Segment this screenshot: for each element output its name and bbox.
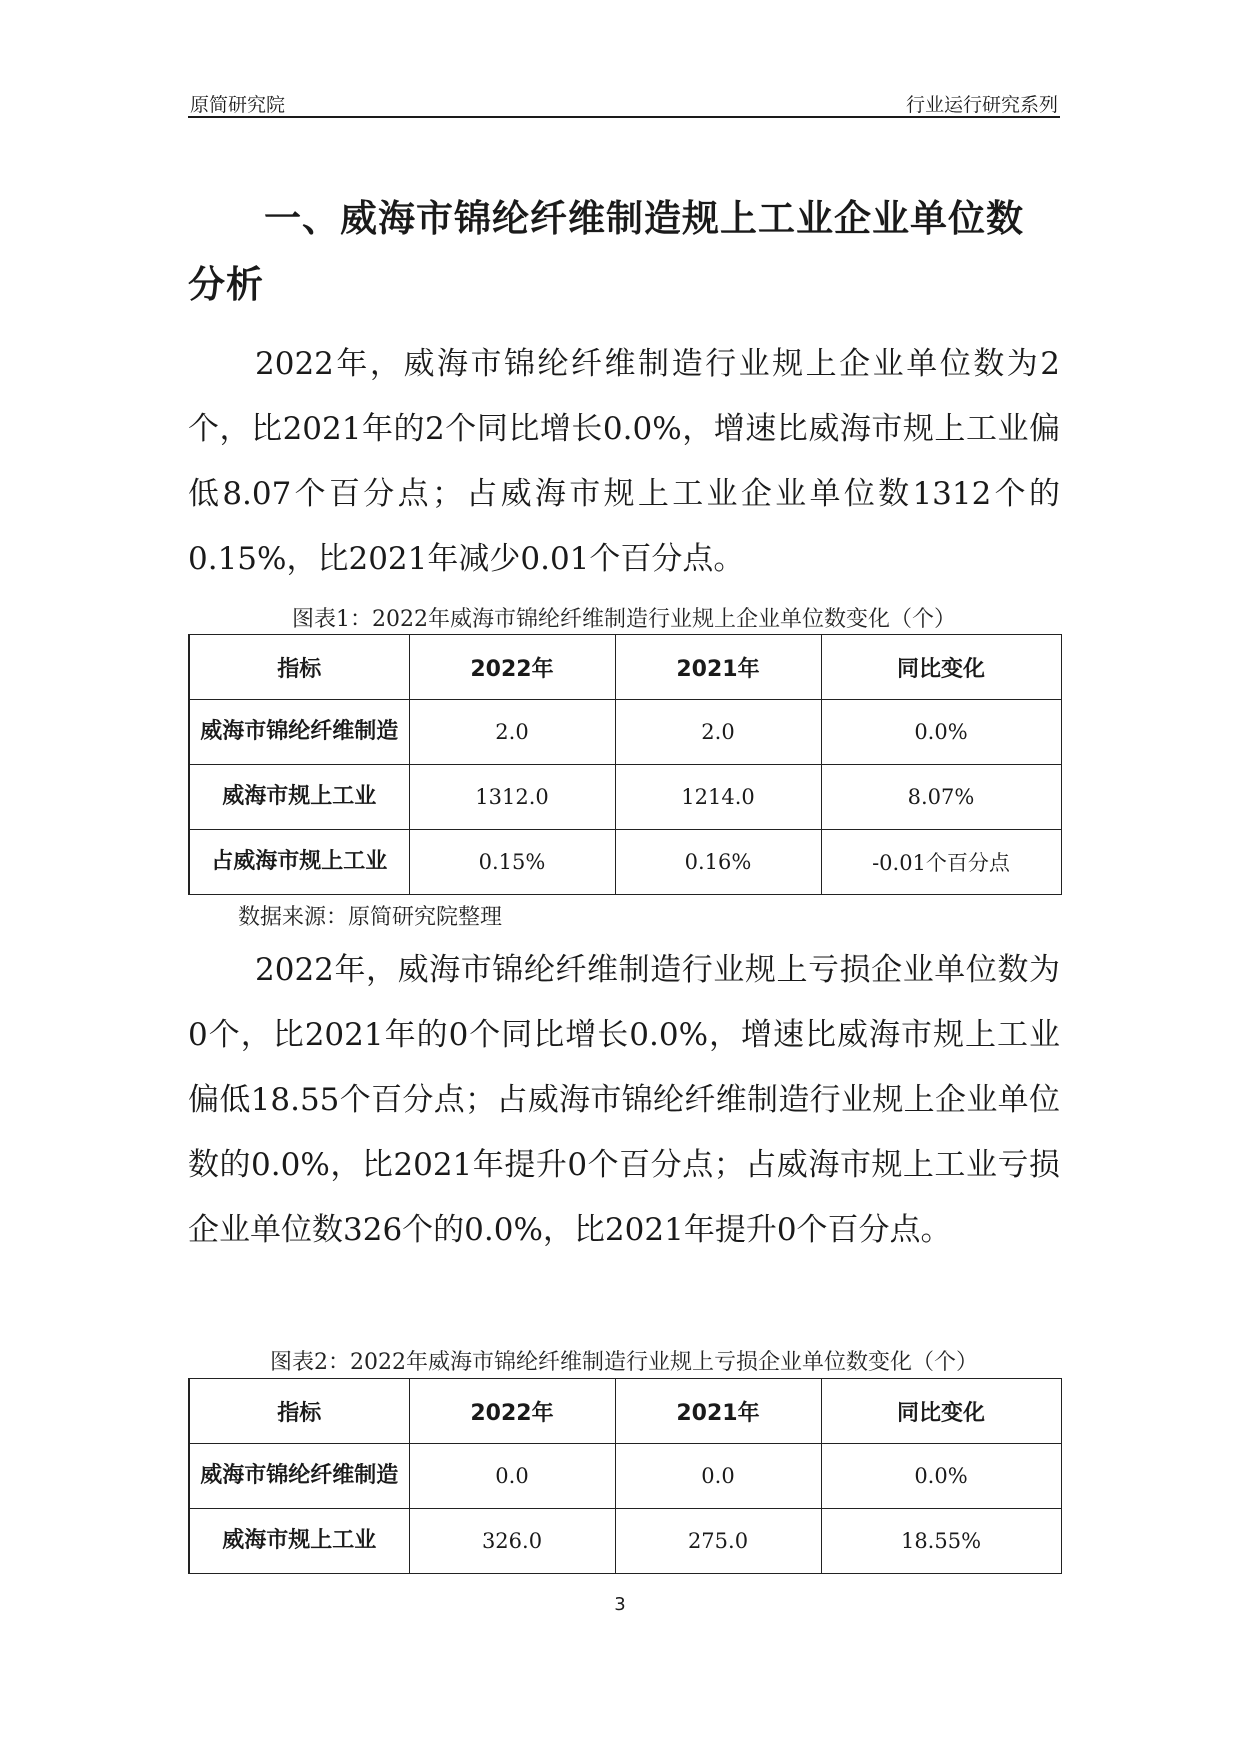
table-row [189, 700, 1061, 765]
table-cell: -0.01个百分点 [821, 830, 1061, 895]
header-series: 行业运行研究系列 [905, 94, 1058, 116]
row-label: 威海市锦纶纤维制造 [189, 700, 409, 765]
table-cell: 275.0 [615, 1509, 821, 1574]
table-row [189, 1509, 1061, 1574]
section-title: 一、威海市锦纶纤维制造规上工业企业单位数分析 [188, 197, 1024, 306]
table-header-cell: 同比变化 [821, 1379, 1061, 1444]
table1-source: 数据来源：原简研究院整理 [238, 905, 503, 930]
table-cell: 1312.0 [409, 765, 615, 830]
table-header-cell: 指标 [189, 635, 409, 700]
page-number: 3 [614, 1594, 626, 1615]
table-header-cell: 2022年 [409, 1379, 615, 1444]
paragraph-2: 2022年，威海市锦纶纤维制造行业规上亏损企业单位数为0个，比2021年的0个同比增长0.0%，增速比威海市规上工业偏低18.55个百分点；占威海市锦纶纤维制造行业规上企业单位数的0.0%，比2021年提升0个百分点；占威海市规上工业亏损企业单位数326个的0.0%，比2021年提升0个百分点。 [188, 952, 1060, 1248]
table-header-cell: 2021年 [615, 635, 821, 700]
row-label: 威海市规上工业 [189, 1509, 409, 1574]
table-cell: 326.0 [409, 1509, 615, 1574]
table-cell: 18.55% [821, 1509, 1061, 1574]
table-cell: 2.0 [615, 700, 821, 765]
table-row [189, 1444, 1061, 1509]
table-header-cell: 2021年 [615, 1379, 821, 1444]
table-row [189, 765, 1061, 830]
table-header-row [189, 1379, 1061, 1444]
table2 [188, 1378, 1062, 1574]
table-header-cell: 指标 [189, 1379, 409, 1444]
table-cell: 0.0% [821, 700, 1061, 765]
paragraph-1: 2022年，威海市锦纶纤维制造行业规上企业单位数为2个，比2021年的2个同比增长0.0%，增速比威海市规上工业偏低8.07个百分点；占威海市规上工业企业单位数1312个的0.15%，比2021年减少0.01个百分点。 [188, 346, 1060, 577]
table-cell: 1214.0 [615, 765, 821, 830]
table-header-row [189, 635, 1061, 700]
table-cell: 0.16% [615, 830, 821, 895]
table1-caption: 图表1：2022年威海市锦纶纤维制造行业规上企业单位数变化（个） [292, 607, 956, 632]
header-divider [188, 116, 1060, 118]
table-cell: 8.07% [821, 765, 1061, 830]
table2-caption: 图表2：2022年威海市锦纶纤维制造行业规上亏损企业单位数变化（个） [270, 1350, 978, 1375]
row-label: 占威海市规上工业 [189, 830, 409, 895]
table-row [189, 830, 1061, 895]
table-cell: 2.0 [409, 700, 615, 765]
row-label: 威海市规上工业 [189, 765, 409, 830]
table-cell: 0.0 [409, 1444, 615, 1509]
header-org: 原简研究院 [190, 94, 286, 116]
table1 [188, 634, 1062, 895]
table-cell: 0.15% [409, 830, 615, 895]
table-cell: 0.0 [615, 1444, 821, 1509]
table-cell: 0.0% [821, 1444, 1061, 1509]
page-header [188, 86, 1060, 116]
table-header-cell: 2022年 [409, 635, 615, 700]
table-header-cell: 同比变化 [821, 635, 1061, 700]
row-label: 威海市锦纶纤维制造 [189, 1444, 409, 1509]
